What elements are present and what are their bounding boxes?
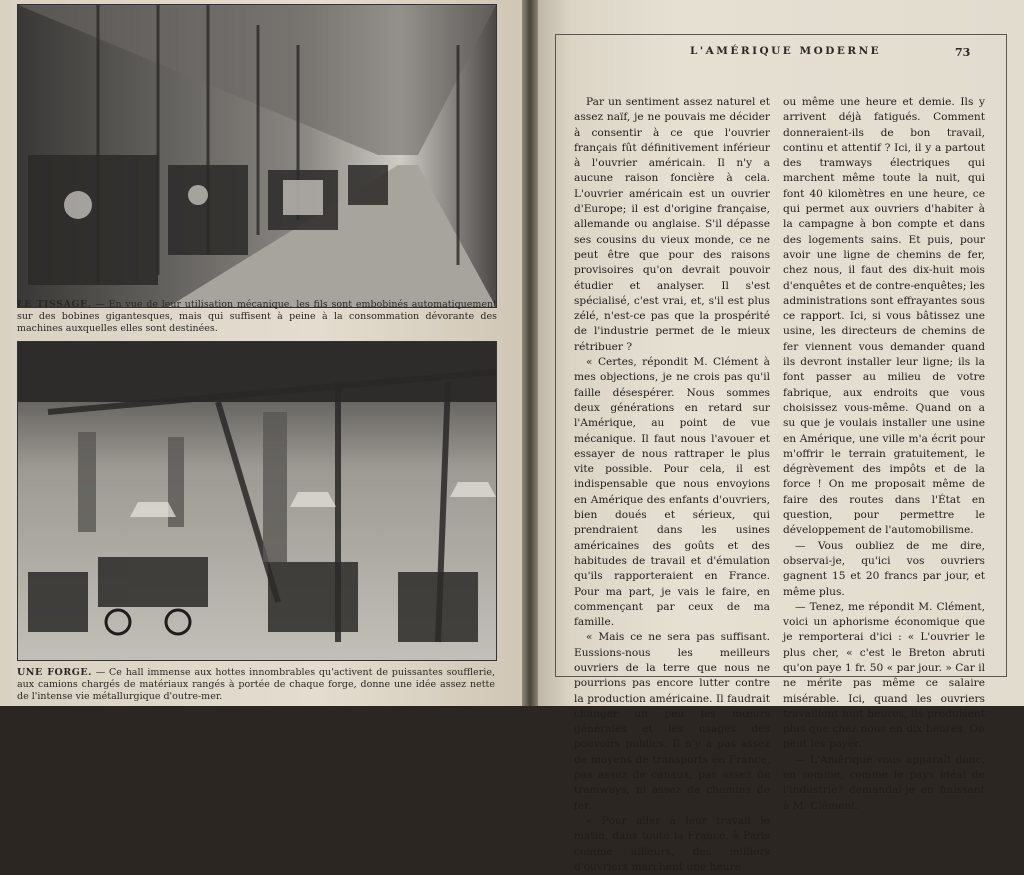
text-column-right bbox=[783, 95, 985, 814]
paragraph: — Tenez, me répondit M. Clément, voici un aphorisme économique que je remporterai d'ici : « L'ouvrier le plus cher, « c'est le Breton abruti qu'on paye 1 fr. 50 « par jour. » Car il ne mérite pas même ce salaire misérable. Ici, quand les ouvriers travaillent huit heures, ils produisent plus que chez nous en dix heures. On peut les payer. bbox=[783, 600, 985, 751]
paragraph: ou même une heure et demie. Ils y arrivent déjà fatigués. Comment donneraient-ils de bon travail, continu et attentif ? Ici, il y a partout des tramways électriques qui marchent même toute la nuit, qui font 40 kilomètres en une heure, ce qui permet aux ouvriers d'habiter à la campagne à bon compte et dans des logements sains. Et puis, pour avoir une ligne de chemins de fer, chez nous, il faut des dix-huit mois d'enquêtes et de contre-enquêtes; les administrations sont effrayantes sous ce rapport. Ici, si vous bâtissez une usine, les directeurs de chemins de fer viennent vous demander quand ils devront installer leur ligne; ils la font passer au milieu de votre fabrique, aux endroits que vous choisissez vous-même. Quand on a su que je voulais installer une usine en Amérique, une ville m'a écrit pour m'offrir le terrain gratuitement, le dégrèvement des impôts et de la force ! On me proposait même de faire des routes dans l'État en question, pour permettre le développement de l'automobilisme. bbox=[783, 96, 985, 537]
forge-caption-text: — Ce hall immense aux hottes innombrables qu'activent de puissantes soufflerie, aux camions chargés de matériaux rangés à portée de chaque forge, donne une idée assez nette de l'intense vie métallurgique d'outre-mer. bbox=[17, 667, 495, 702]
text-column-left bbox=[574, 95, 770, 875]
forge-hall-photo bbox=[17, 341, 497, 661]
paragraph: — L'Amérique vous apparaît donc, en somme, comme le pays idéal de l'industrie? demandai-je en finissant à M. Clément. bbox=[783, 753, 985, 812]
forge-caption bbox=[17, 667, 495, 703]
paragraph: « Pour aller à leur travail le matin, dans toute la France, à Paris comme ailleurs, des milliers d'ouvriers marchent une heure bbox=[574, 814, 770, 873]
weaving-caption bbox=[17, 299, 497, 335]
weaving-hall-photo bbox=[17, 4, 497, 308]
page-number: 73 bbox=[955, 46, 971, 59]
running-head: L'AMÉRIQUE MODERNE bbox=[690, 45, 882, 57]
paragraph: Par un sentiment assez naturel et assez naïf, je ne pouvais me décider à consentir à ce que l'ouvrier français fût définitivement inférieur à l'ouvrier américain. Il n'y a aucune raison foncière à cela. L'ouvrier américain est un ouvrier d'Europe; il est d'origine française, allemande ou anglaise. S'il dépasse ses cousins du vieux monde, ce ne peut être que pour des raisons provisoires qu'on devrait pouvoir étudier et analyser. Il s'est spécialisé, c'est vrai, et, s'il est plus zélé, n'est-ce pas que la prospérité de l'industrie permet de le mieux rétribuer ? bbox=[574, 96, 770, 353]
weaving-caption-text: — En vue de leur utilisation mécanique, les fils sont embobinés automatiquement sur des bobines gigantesques, mais qui suffisent à peine à la consommation dévorante des machines auxquelles elles sont destinées. bbox=[17, 299, 497, 334]
paragraph: « Certes, répondit M. Clément à mes objections, je ne crois pas qu'il faille désespérer. Nous sommes deux générations en retard sur l'Amérique, au point de vue mécanique. Il faut nous l'avouer et essayer de nous rattraper le plus vite possible. Pour cela, il est indispensable que nous envoyions en Amérique des enfants d'ouvriers, bien doués et sérieux, qui prendraient dans les usines américaines des goûts et des habitudes de travail et d'émulation qu'ils rapporteraient en France. Pour ma part, je vais le faire, en commençant par ceux de ma famille. bbox=[574, 356, 770, 629]
book-gutter bbox=[522, 0, 538, 706]
paragraph: « Mais ce ne sera pas suffisant. Eussions-nous les meilleurs ouvriers de la terre que nous ne pourrions pas encore lutter contre la production américaine. Il faudrait changer un peu les mœurs générales et les usages des pouvoirs publics. Il n'y a pas assez de moyens de transports en France, pas assez de canaux, pas assez de tramways, ni assez de chemins de fer. bbox=[574, 631, 770, 812]
weaving-caption-head: LE TISSAGE. bbox=[17, 299, 92, 310]
forge-caption-head: UNE FORGE. bbox=[17, 667, 92, 678]
paragraph: — Vous oubliez de me dire, observai-je, qu'ici vos ouvriers gagnent 15 et 20 francs par jour, et même plus. bbox=[783, 539, 985, 598]
